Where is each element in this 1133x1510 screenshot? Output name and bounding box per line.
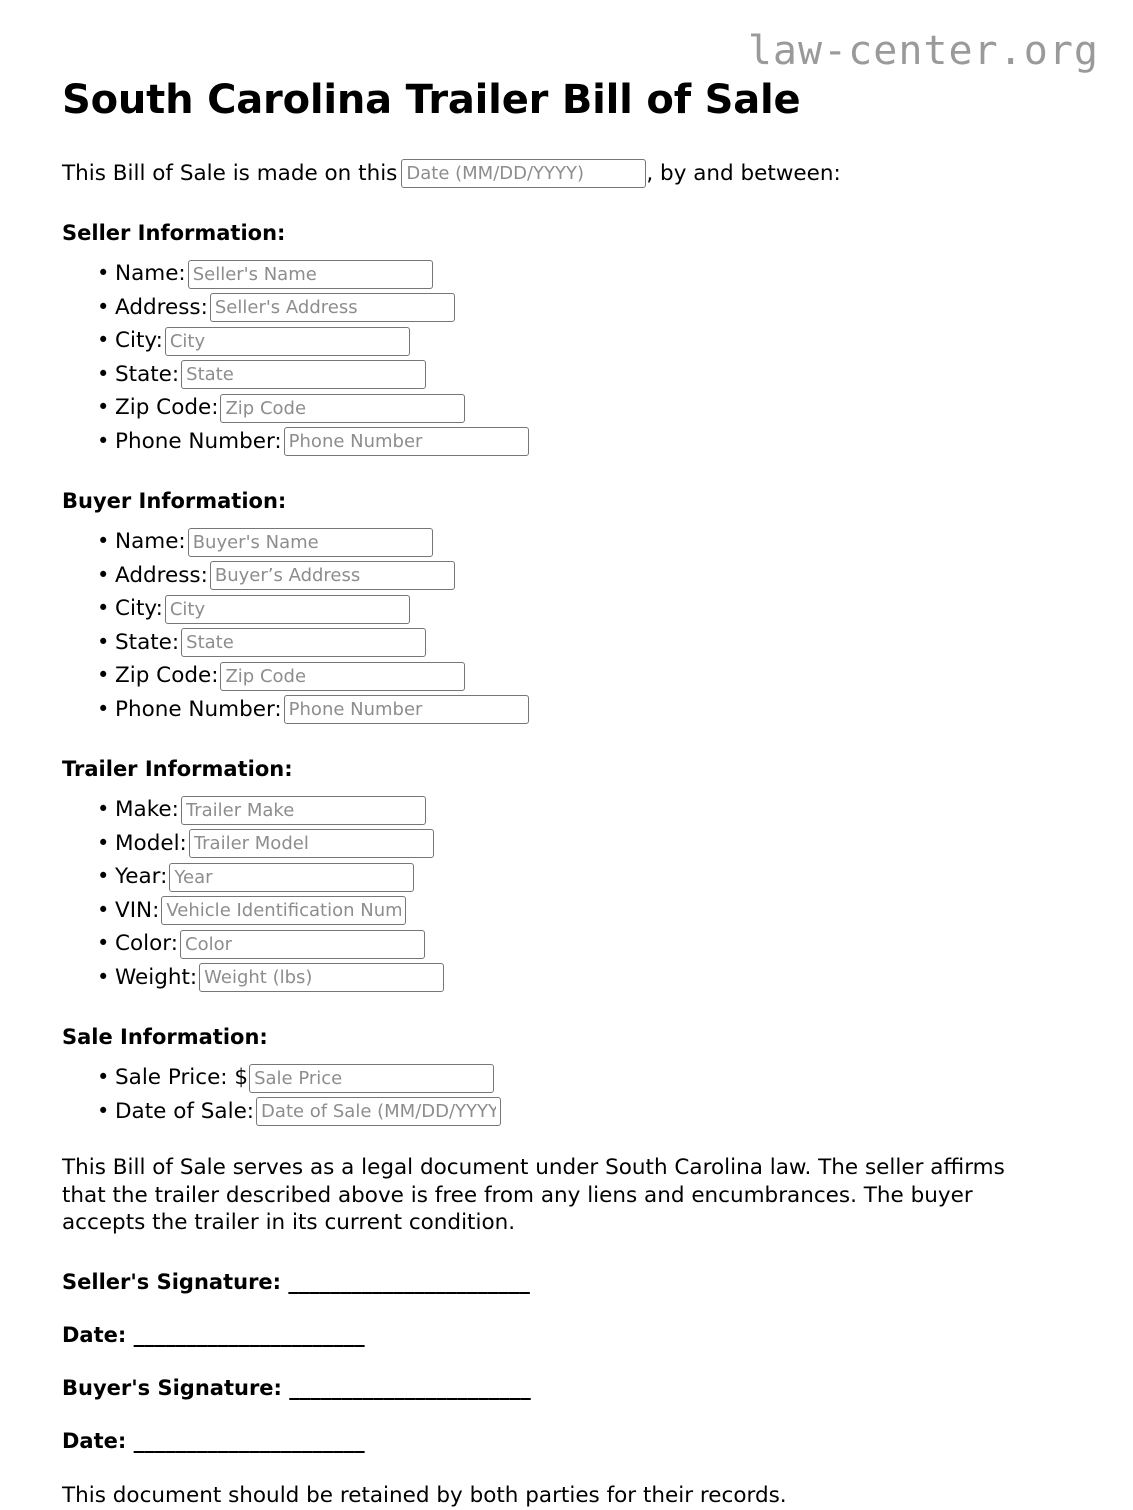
buyer-signature-label: Buyer's Signature: xyxy=(62,1376,282,1401)
label-seller-state: State: xyxy=(115,361,180,387)
section-buyer-information xyxy=(62,489,1071,724)
buyer-field-list xyxy=(62,527,1071,724)
label-buyer-address: Address: xyxy=(115,562,208,588)
label-trailer-color: Color: xyxy=(115,931,178,957)
field-row-seller-name xyxy=(62,259,1071,289)
field-row-seller-zip xyxy=(62,393,1071,423)
field-row-date-of-sale xyxy=(62,1097,1071,1127)
trailer-make-input[interactable] xyxy=(181,796,426,825)
closing-paragraph: This document should be retained by both parties for their records. xyxy=(62,1483,787,1509)
buyer-phone-input[interactable] xyxy=(284,695,529,724)
section-seller-information xyxy=(62,221,1071,456)
buyer-address-input[interactable] xyxy=(210,561,455,590)
trailer-vin-input[interactable] xyxy=(161,896,406,925)
seller-phone-input[interactable] xyxy=(284,427,529,456)
label-buyer-city: City: xyxy=(115,596,163,622)
buyer-city-input[interactable] xyxy=(165,595,410,624)
seller-city-input[interactable] xyxy=(165,327,410,356)
label-trailer-weight: Weight: xyxy=(115,964,198,990)
intro-text-after: , by and between: xyxy=(646,160,841,186)
buyer-date-row xyxy=(62,1429,1071,1453)
field-row-buyer-zip xyxy=(62,661,1071,691)
trailer-model-input[interactable] xyxy=(189,829,434,858)
label-seller-city: City: xyxy=(115,328,163,354)
seller-field-list xyxy=(62,259,1071,456)
label-date-of-sale: Date of Sale: xyxy=(115,1098,255,1124)
section-heading-sale: Sale Information: xyxy=(62,1025,268,1050)
buyer-date-label: Date: xyxy=(62,1429,127,1454)
field-row-buyer-phone xyxy=(62,695,1071,725)
field-row-trailer-color xyxy=(62,929,1071,959)
section-sale-information xyxy=(62,1025,1071,1126)
buyer-name-input[interactable] xyxy=(188,528,433,557)
field-row-trailer-year xyxy=(62,862,1071,892)
intro-line xyxy=(62,159,1071,189)
section-heading-buyer: Buyer Information: xyxy=(62,489,287,514)
seller-signature-row xyxy=(62,1270,1071,1294)
label-trailer-model: Model: xyxy=(115,830,187,856)
label-seller-name: Name: xyxy=(115,261,186,287)
field-row-seller-city xyxy=(62,326,1071,356)
label-seller-address: Address: xyxy=(115,294,208,320)
seller-state-input[interactable] xyxy=(181,360,426,389)
field-row-trailer-make xyxy=(62,795,1071,825)
buyer-state-input[interactable] xyxy=(181,628,426,657)
buyer-zip-input[interactable] xyxy=(220,662,465,691)
seller-date-row xyxy=(62,1323,1071,1347)
label-trailer-make: Make: xyxy=(115,797,179,823)
label-trailer-vin: VIN: xyxy=(115,897,160,923)
seller-date-line[interactable]: ______________________ xyxy=(133,1323,365,1348)
label-seller-phone: Phone Number: xyxy=(115,428,282,454)
field-row-buyer-state xyxy=(62,628,1071,658)
field-row-trailer-weight xyxy=(62,963,1071,993)
seller-signature-label: Seller's Signature: xyxy=(62,1270,282,1295)
field-row-seller-phone xyxy=(62,427,1071,457)
buyer-date-line[interactable]: ______________________ xyxy=(133,1429,365,1454)
signature-block xyxy=(62,1270,1071,1453)
trailer-weight-input[interactable] xyxy=(199,963,444,992)
seller-address-input[interactable] xyxy=(210,293,455,322)
trailer-field-list xyxy=(62,795,1071,992)
buyer-signature-row xyxy=(62,1376,1071,1400)
label-buyer-name: Name: xyxy=(115,529,186,555)
label-trailer-year: Year: xyxy=(115,864,168,890)
legal-paragraph: This Bill of Sale serves as a legal document under South Carolina law. The seller affirms that the trailer described above is free from any liens and encumbrances. The buyer accepts the trailer in its current condition. xyxy=(62,1155,1005,1235)
field-row-buyer-name xyxy=(62,527,1071,557)
field-row-seller-address xyxy=(62,293,1071,323)
sale-field-list xyxy=(62,1063,1071,1126)
site-watermark: law-center.org xyxy=(747,28,1099,74)
seller-name-input[interactable] xyxy=(188,260,433,289)
sale-price-input[interactable] xyxy=(249,1064,494,1093)
field-row-trailer-model xyxy=(62,829,1071,859)
seller-zip-input[interactable] xyxy=(220,394,465,423)
label-buyer-state: State: xyxy=(115,629,180,655)
trailer-year-input[interactable] xyxy=(169,863,414,892)
label-buyer-zip: Zip Code: xyxy=(115,663,219,689)
field-row-seller-state xyxy=(62,360,1071,390)
seller-date-label: Date: xyxy=(62,1323,127,1348)
buyer-signature-line[interactable]: _______________________ xyxy=(289,1376,531,1401)
field-row-trailer-vin xyxy=(62,896,1071,926)
field-row-buyer-address xyxy=(62,561,1071,591)
field-row-sale-price xyxy=(62,1063,1071,1093)
label-buyer-phone: Phone Number: xyxy=(115,696,282,722)
label-sale-price: Sale Price: $ xyxy=(115,1065,249,1091)
section-trailer-information xyxy=(62,757,1071,992)
section-heading-seller: Seller Information: xyxy=(62,221,286,246)
page-title: South Carolina Trailer Bill of Sale xyxy=(62,77,801,123)
date-of-sale-input[interactable] xyxy=(256,1097,501,1126)
section-heading-trailer: Trailer Information: xyxy=(62,757,293,782)
field-row-buyer-city xyxy=(62,594,1071,624)
intro-text-before: This Bill of Sale is made on this xyxy=(62,160,398,186)
seller-signature-line[interactable]: _______________________ xyxy=(288,1270,530,1295)
trailer-color-input[interactable] xyxy=(180,930,425,959)
label-seller-zip: Zip Code: xyxy=(115,395,219,421)
agreement-date-input[interactable] xyxy=(401,159,646,188)
